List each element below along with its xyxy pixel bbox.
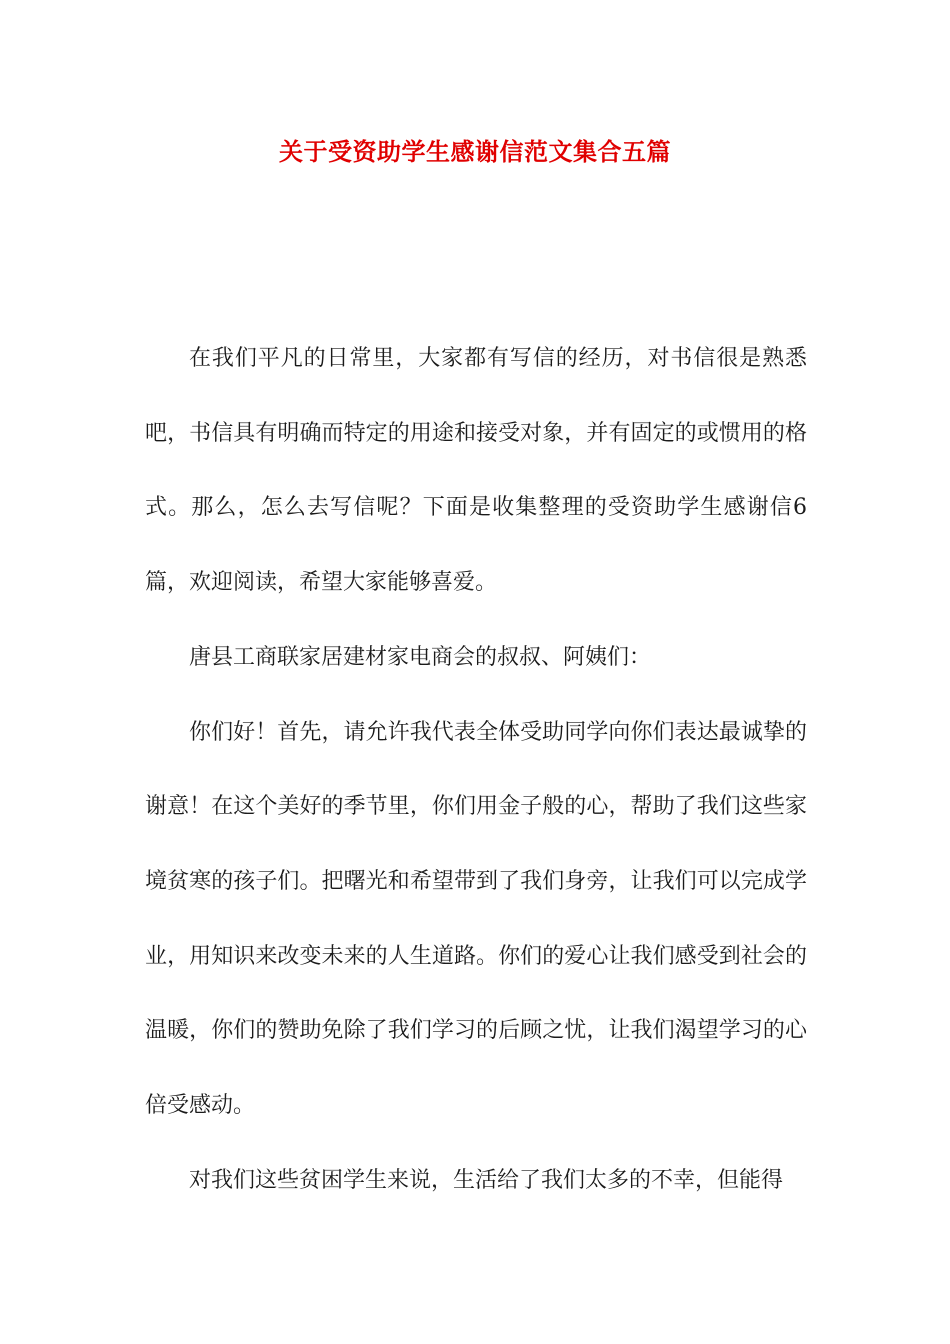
intro-paragraph: 在我们平凡的日常里，大家都有写信的经历，对书信很是熟悉吧，书信具有明确而特定的用途和接受对象，并有固定的或惯用的格式。那么，怎么去写信呢？下面是收集整理的受资助学生感谢信6篇，欢迎阅读，希望大家能够喜爱。	[145, 346, 807, 596]
document-title: 关于受资助学生感谢信范文集合五篇	[279, 137, 671, 166]
continuation-paragraph: 对我们这些贫困学生来说，生活给了我们太多的不幸，但能得	[189, 1167, 784, 1193]
thanks-paragraph: 你们好！首先，请允许我代表全体受助同学向你们表达最诚挚的谢意！在这个美好的季节里，你们用金子般的心，帮助了我们这些家境贫寒的孩子们。把曙光和希望带到了我们身旁，让我们可以完成学业，用知识来改变未来的人生道路。你们的爱心让我们感受到社会的温暖，你们的赞助免除了我们学习的后顾之忧，让我们渴望学习的心倍受感动。	[145, 719, 807, 1119]
salutation-paragraph: 唐县工商联家居建材家电商会的叔叔、阿姨们：	[189, 644, 652, 670]
document-body	[145, 322, 807, 1218]
